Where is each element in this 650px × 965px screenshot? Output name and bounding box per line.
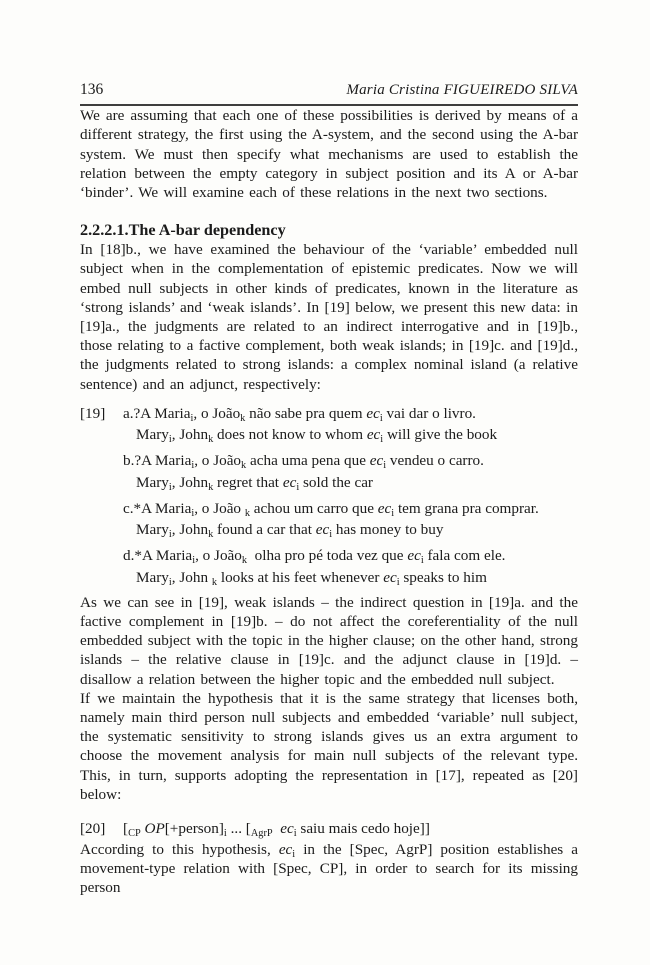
example-19a-line: a.?A Maria$_i$, o João$_k$ não sabe pra quem $ec_i$ vai dar o livro. — [123, 404, 476, 424]
paragraph-weak-strong-islands: As we can see in [19], weak islands – the indirect question in [19]a. and the factive complement in [19]b. – do not affect the coreferentiality of the null embedded subject with the topic in the higher clause; on the other hand, strong islands – the relative clause in [19]c. and the adjunct clause in [19]d. – disallow a relation between the higher topic and the embedded null subject. — [80, 593, 578, 688]
paragraph-islands-intro: In [18]b., we have examined the behaviour of the ‘variable’ embedded null subject when in the complementation of epistemic predicates. Now we will embed null subjects in other kinds of predicates, known in the literature as ‘strong islands’ and ‘weak islands’. In [19] below, we present this new data: in [19]a., the judgments are related to an indirect interrogative and in [19]b., those relating to a factive complement, both weak islands; in [19]c. and [19]d., the judgments related to strong islands: a complex nominal island (a relative sentence) and an adjunct, respectively: — [80, 241, 578, 393]
example-19-item-d — [123, 545, 578, 588]
example-19a-gloss: Mary$_i$, John$_k$ does not know to whom $ec_i$ will give the book — [136, 426, 498, 446]
example-19d-gloss: Mary$_i$, John $_k$ looks at his feet whenever $ec_i$ speaks to him — [136, 568, 487, 588]
example-19b-gloss: Mary$_i$, John$_k$ regret that $ec_i$ sold the car — [136, 473, 373, 493]
example-19b-line: b.?A Maria$_i$, o João$_k$ acha uma pena que $ec_i$ vendeu o carro. — [123, 452, 484, 472]
paragraph-strategies: We are assuming that each one of these possibilities is derived by means of a different strategy, the first using the A-system, and the second using the A-bar system. We must then specify what mechanisms are used to establish the relation between the empty category in subject position and its A or A-bar ‘binder’. We will examine each of these relations in the next two sections. — [80, 107, 578, 202]
example-19-label: [19] — [80, 404, 106, 422]
page-number: 136 — [80, 81, 104, 98]
example-19-items — [123, 403, 578, 593]
example-19d-line: d.*A Maria$_i$, o João$_k$ olha pro pé toda vez que $ec_i$ fala com ele. — [123, 547, 506, 567]
example-19c-gloss: Mary$_i$, John$_k$ found a car that $ec_i$ has money to buy — [136, 521, 444, 541]
example-19-item-a — [123, 403, 578, 446]
example-20 — [80, 818, 578, 840]
example-19-item-b — [123, 450, 578, 493]
paragraph-conclusion: According to this hypothesis, $ec_i$ in the [Spec, AgrP] position establishes a movement-type relation with [Spec, CP], in order to search for its missing person — [80, 840, 579, 896]
example-20-label: [20] — [80, 820, 106, 838]
example-19c-line: c.*A Maria$_i$, o João $_k$ achou um carro que $ec_i$ tem grana pra comprar. — [123, 499, 539, 519]
example-19 — [80, 403, 578, 593]
example-19-item-c — [123, 498, 578, 541]
page-header — [80, 0, 578, 100]
example-20-line: [$_{CP}$ $OP[+person]_i$ ... [$_{AgrP}$ $ec_i$ saiu mais cedo hoje]] — [123, 820, 430, 839]
running-title: Maria Cristina FIGUEIREDO SILVA — [346, 82, 578, 98]
paragraph-hypothesis: If we maintain the hypothesis that it is the same strategy that licenses both, namely main third person null subjects and embedded ‘variable’ null subject, the systematic sensitivity to strong islands gives us an extra argument to choose the movement analysis for main null subjects of the relevant type. This, in turn, supports adopting the representation in [17], repeated as [20] below: — [80, 689, 578, 803]
section-heading: 2.2.2.1.The A-bar dependency — [80, 221, 286, 240]
